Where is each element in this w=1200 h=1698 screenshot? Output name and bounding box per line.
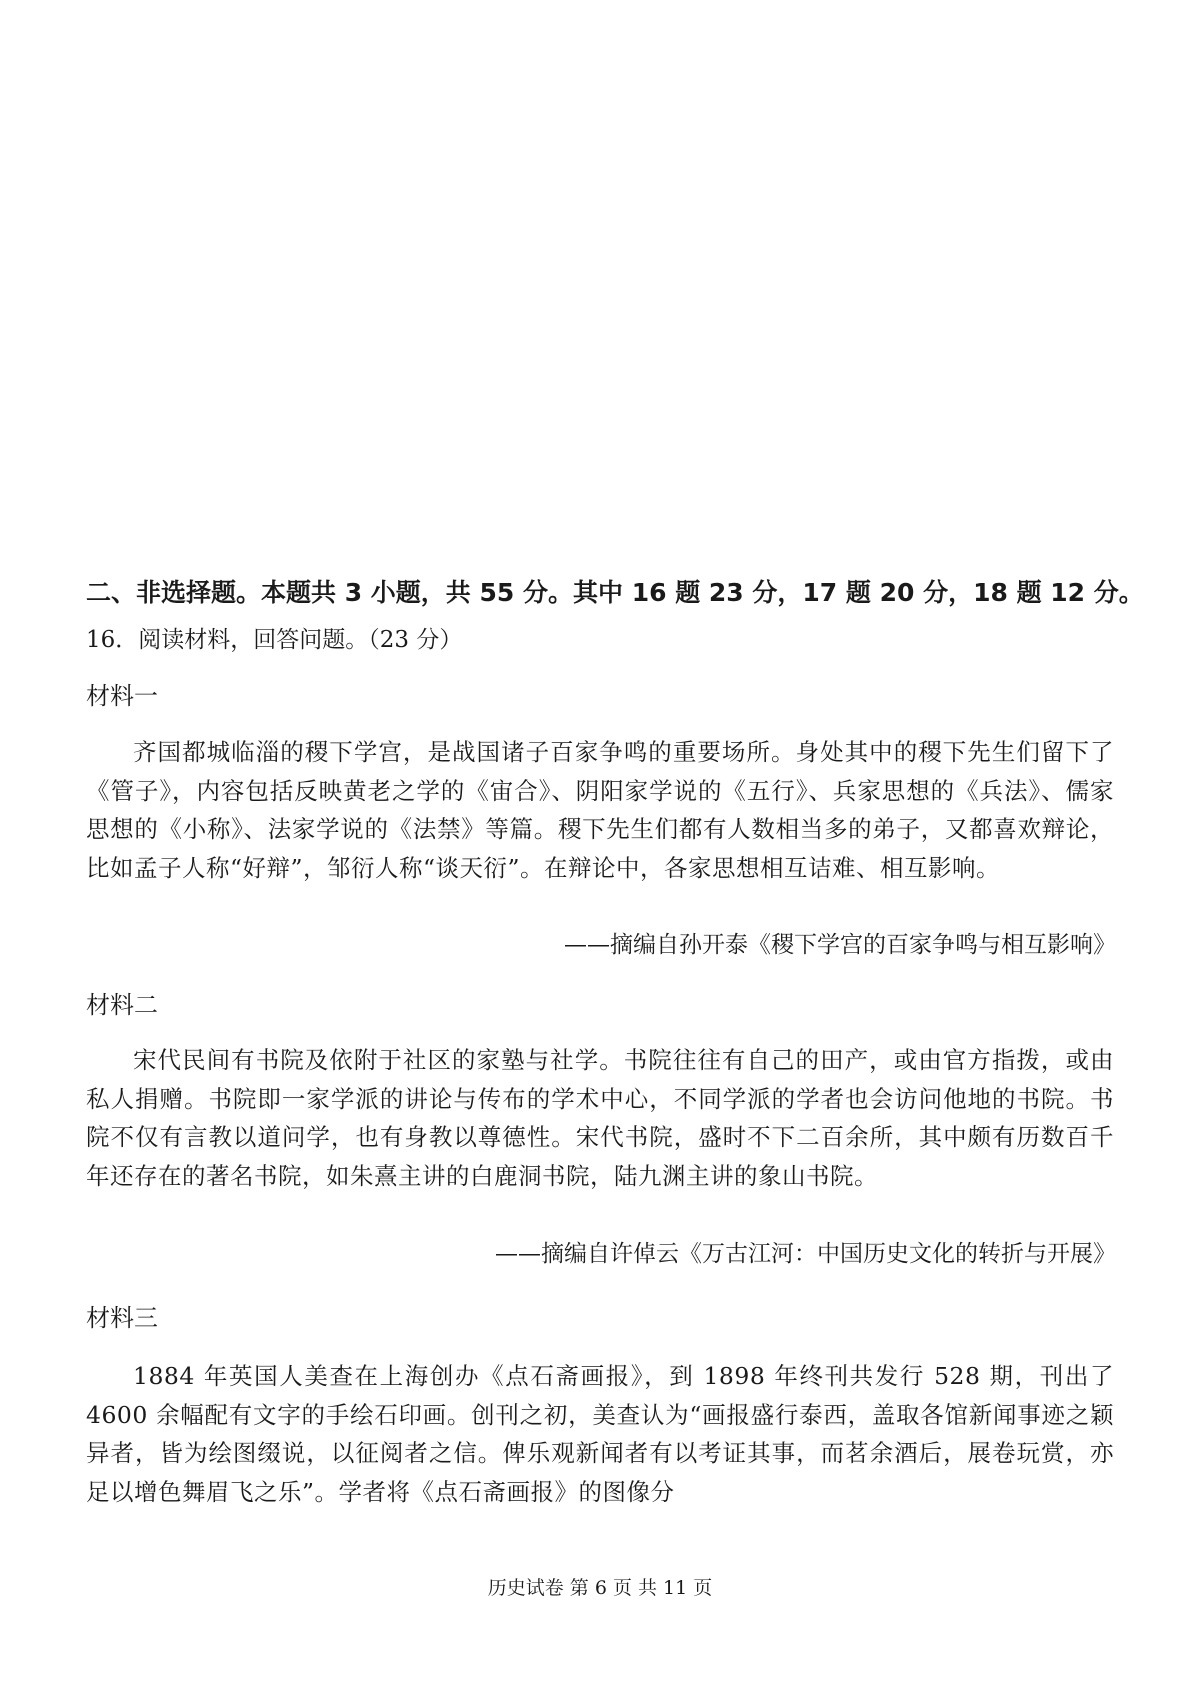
material-1-source: ——摘编自孙开泰《稷下学宫的百家争鸣与相互影响》 bbox=[564, 932, 1116, 958]
material-2-label: 材料二 bbox=[86, 991, 158, 1019]
material-2-text: 宋代民间有书院及依附于社区的家塾与社学。书院往往有自己的田产，或由官方指拨，或由私人捐赠。书院即一家学派的讲论与传布的学术中心，不同学派的学者也会访问他地的书院。书院不仅有言教以道问学，也有身教以尊德性。宋代书院，盛时不下二百余所，其中颇有历数百千年还存在的著名书院，如朱熹主讲的白鹿洞书院，陆九渊主讲的象山书院。 bbox=[86, 1046, 1114, 1190]
material-2-source: ——摘编自许倬云《万古江河：中国历史文化的转折与开展》 bbox=[495, 1241, 1116, 1267]
section-header: 二、非选择题。本题共 3 小题，共 55 分。其中 16 题 23 分，17 题 20 分，18 题 12 分。 bbox=[86, 578, 1144, 607]
question-16-prompt: 16．阅读材料，回答问题。（23 分） bbox=[86, 627, 463, 653]
material-1-text: 齐国都城临淄的稷下学宫，是战国诸子百家争鸣的重要场所。身处其中的稷下先生们留下了《管子》，内容包括反映黄老之学的《宙合》、阴阳家学说的《五行》、兵家思想的《兵法》、儒家思想的《小称》、法家学说的《法禁》等篇。稷下先生们都有人数相当多的弟子，又都喜欢辩论，比如孟子人称“好辩”，邹衍人称“谈天衍”。在辩论中，各家思想相互诘难、相互影响。 bbox=[86, 738, 1114, 882]
material-3-text: 1884 年英国人美查在上海创办《点石斋画报》，到 1898 年终刊共发行 528 期，刊出了 4600 余幅配有文字的手绘石印画。创刊之初，美查认为“画报盛行泰西，盖取各馆新闻事迹之颖异者，皆为绘图缀说，以征阅者之信。俾乐观新闻者有以考证其事，而茗余酒后，展卷玩赏，亦足以增色舞眉飞之乐”。学者将《点石斋画报》的图像分 bbox=[86, 1362, 1114, 1506]
material-3-label: 材料三 bbox=[86, 1304, 158, 1332]
material-1-label: 材料一 bbox=[86, 682, 158, 710]
page-footer: 历史试卷 第 6 页 共 11 页 bbox=[487, 1577, 713, 1599]
